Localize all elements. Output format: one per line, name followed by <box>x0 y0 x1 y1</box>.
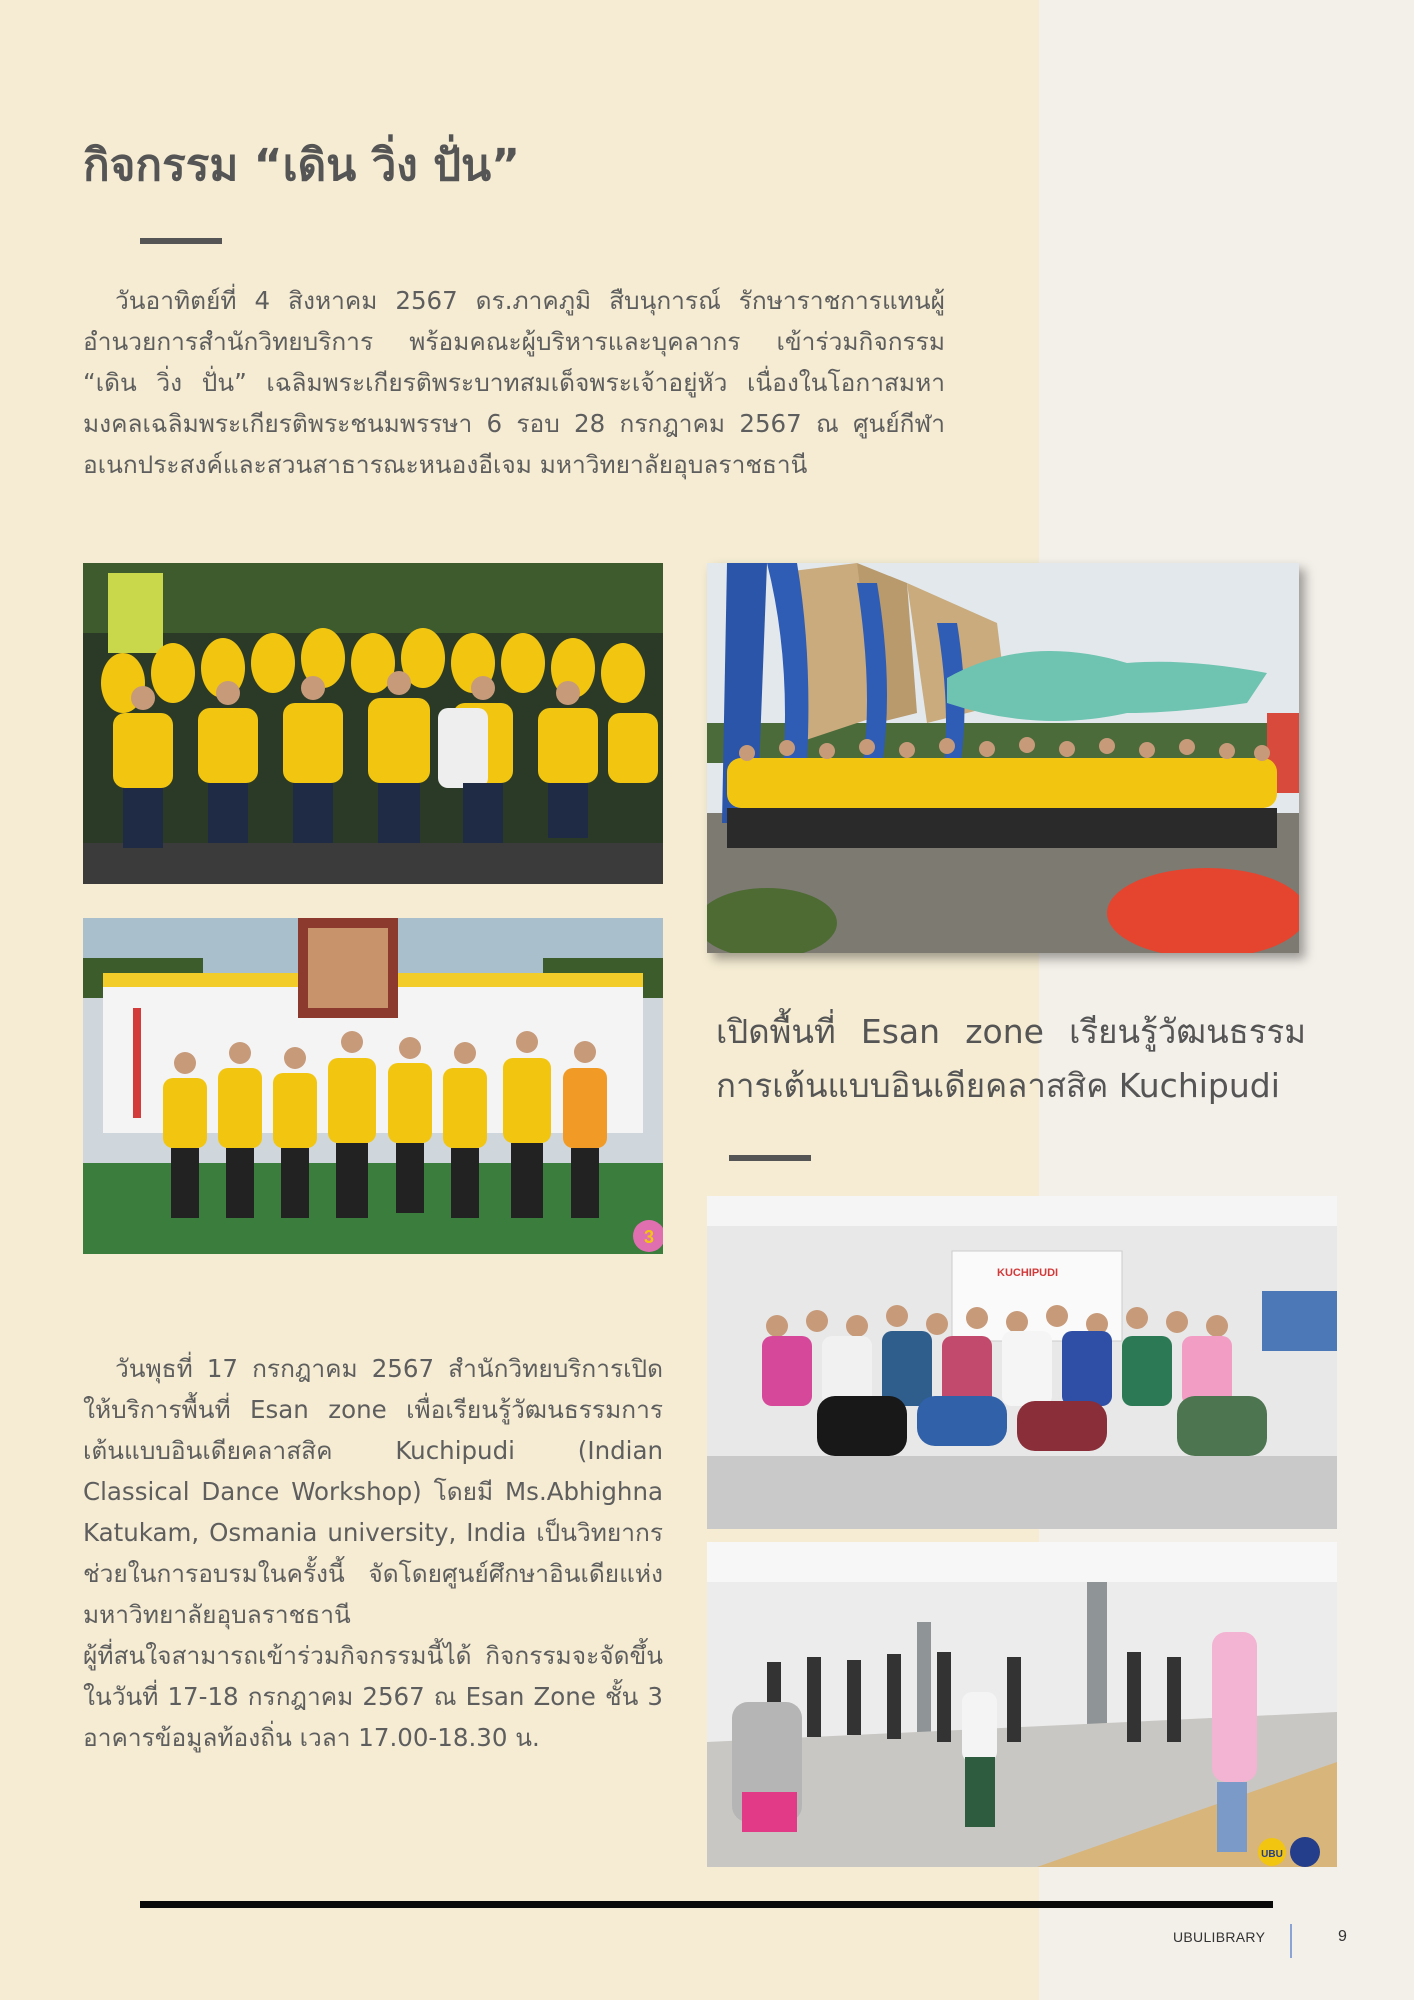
photo-fish-sculpture-group <box>707 563 1299 953</box>
banner-text: KUCHIPUDI <box>997 1267 1059 1279</box>
photo-kuchipudi-group <box>707 1196 1337 1529</box>
section2-title-line1: เปิดพื้นที่ Esan zone เรียนรู้วัฒนธรรม <box>716 1012 1306 1051</box>
photo-ceremony-stage-group <box>83 918 663 1254</box>
photo-kuchipudi-dance-practice <box>707 1542 1337 1867</box>
section2-title-underline <box>729 1155 811 1161</box>
section2-paragraph <box>83 1348 663 1758</box>
section1-title: กิจกรรม “เดิน วิ่ง ปั่น” <box>83 140 521 191</box>
title-underline <box>140 238 222 244</box>
logo-text: UBU <box>1261 1849 1283 1860</box>
section2-title <box>716 1005 1306 1113</box>
section1-paragraph: วันอาทิตย์ที่ 4 สิงหาคม 2567 ดร.ภาคภูมิ สืบนุการณ์ รักษาราชการแทนผู้อำนวยการสำนักวิทยบริการ พร้อมคณะผู้บริหารและบุคลากร เข้าร่วมกิจกรรม “เดิน วิ่ง ปั่น” เฉลิมพระเกียรติพระบาทสมเด็จพระเจ้าอยู่หัว เนื่องในโอกาสมหามงคลเฉลิมพระเกียรติพระชนมพรรษา 6 รอบ 28 กรกฎาคม 2567 ณ ศูนย์กีฬาอเนกประสงค์และสวนสาธารณะหนองอีเจม มหาวิทยาลัยอุบลราชธานี <box>83 286 945 479</box>
photo-walk-run-group-steps <box>83 563 663 884</box>
section2-title-line2: การเต้นแบบอินเดียคลาสสิค Kuchipudi <box>716 1066 1280 1105</box>
section2-paragraph-main: วันพุธที่ 17 กรกฎาคม 2567 สำนักวิทยบริการเปิดให้บริการพื้นที่ Esan zone เพื่อเรียนรู้วัฒนธรรมการเต้นแบบอินเดียคลาสสิค Kuchipudi (Indian Classical Dance Workshop) โดยมี Ms.Abhighna Katukam, Osmania university, India เป็นวิทยากรช่วยในการอบรมในครั้งนี้ จัดโดยศูนย์ศึกษาอินเดียแห่งมหาวิทยาลัยอุบลราชธานี <box>83 1354 663 1629</box>
photo-badge-text: 3 <box>643 1227 655 1247</box>
section2-paragraph-cont: ผู้ที่สนใจสามารถเข้าร่วมกิจกรรมนี้ได้ กิจกรรมจะจัดขึ้นในวันที่ 17-18 กรกฎาคม 2567 ณ Esan Zone ชั้น 3 อาคารข้อมูลท้องถิ่น เวลา 17.00-18.30 น. <box>83 1641 663 1752</box>
bottom-divider <box>140 1901 1273 1908</box>
footer-brand: UBULIBRARY <box>1173 1929 1266 1945</box>
page-number: 9 <box>1338 1928 1347 1945</box>
footer-divider <box>1290 1924 1292 1958</box>
